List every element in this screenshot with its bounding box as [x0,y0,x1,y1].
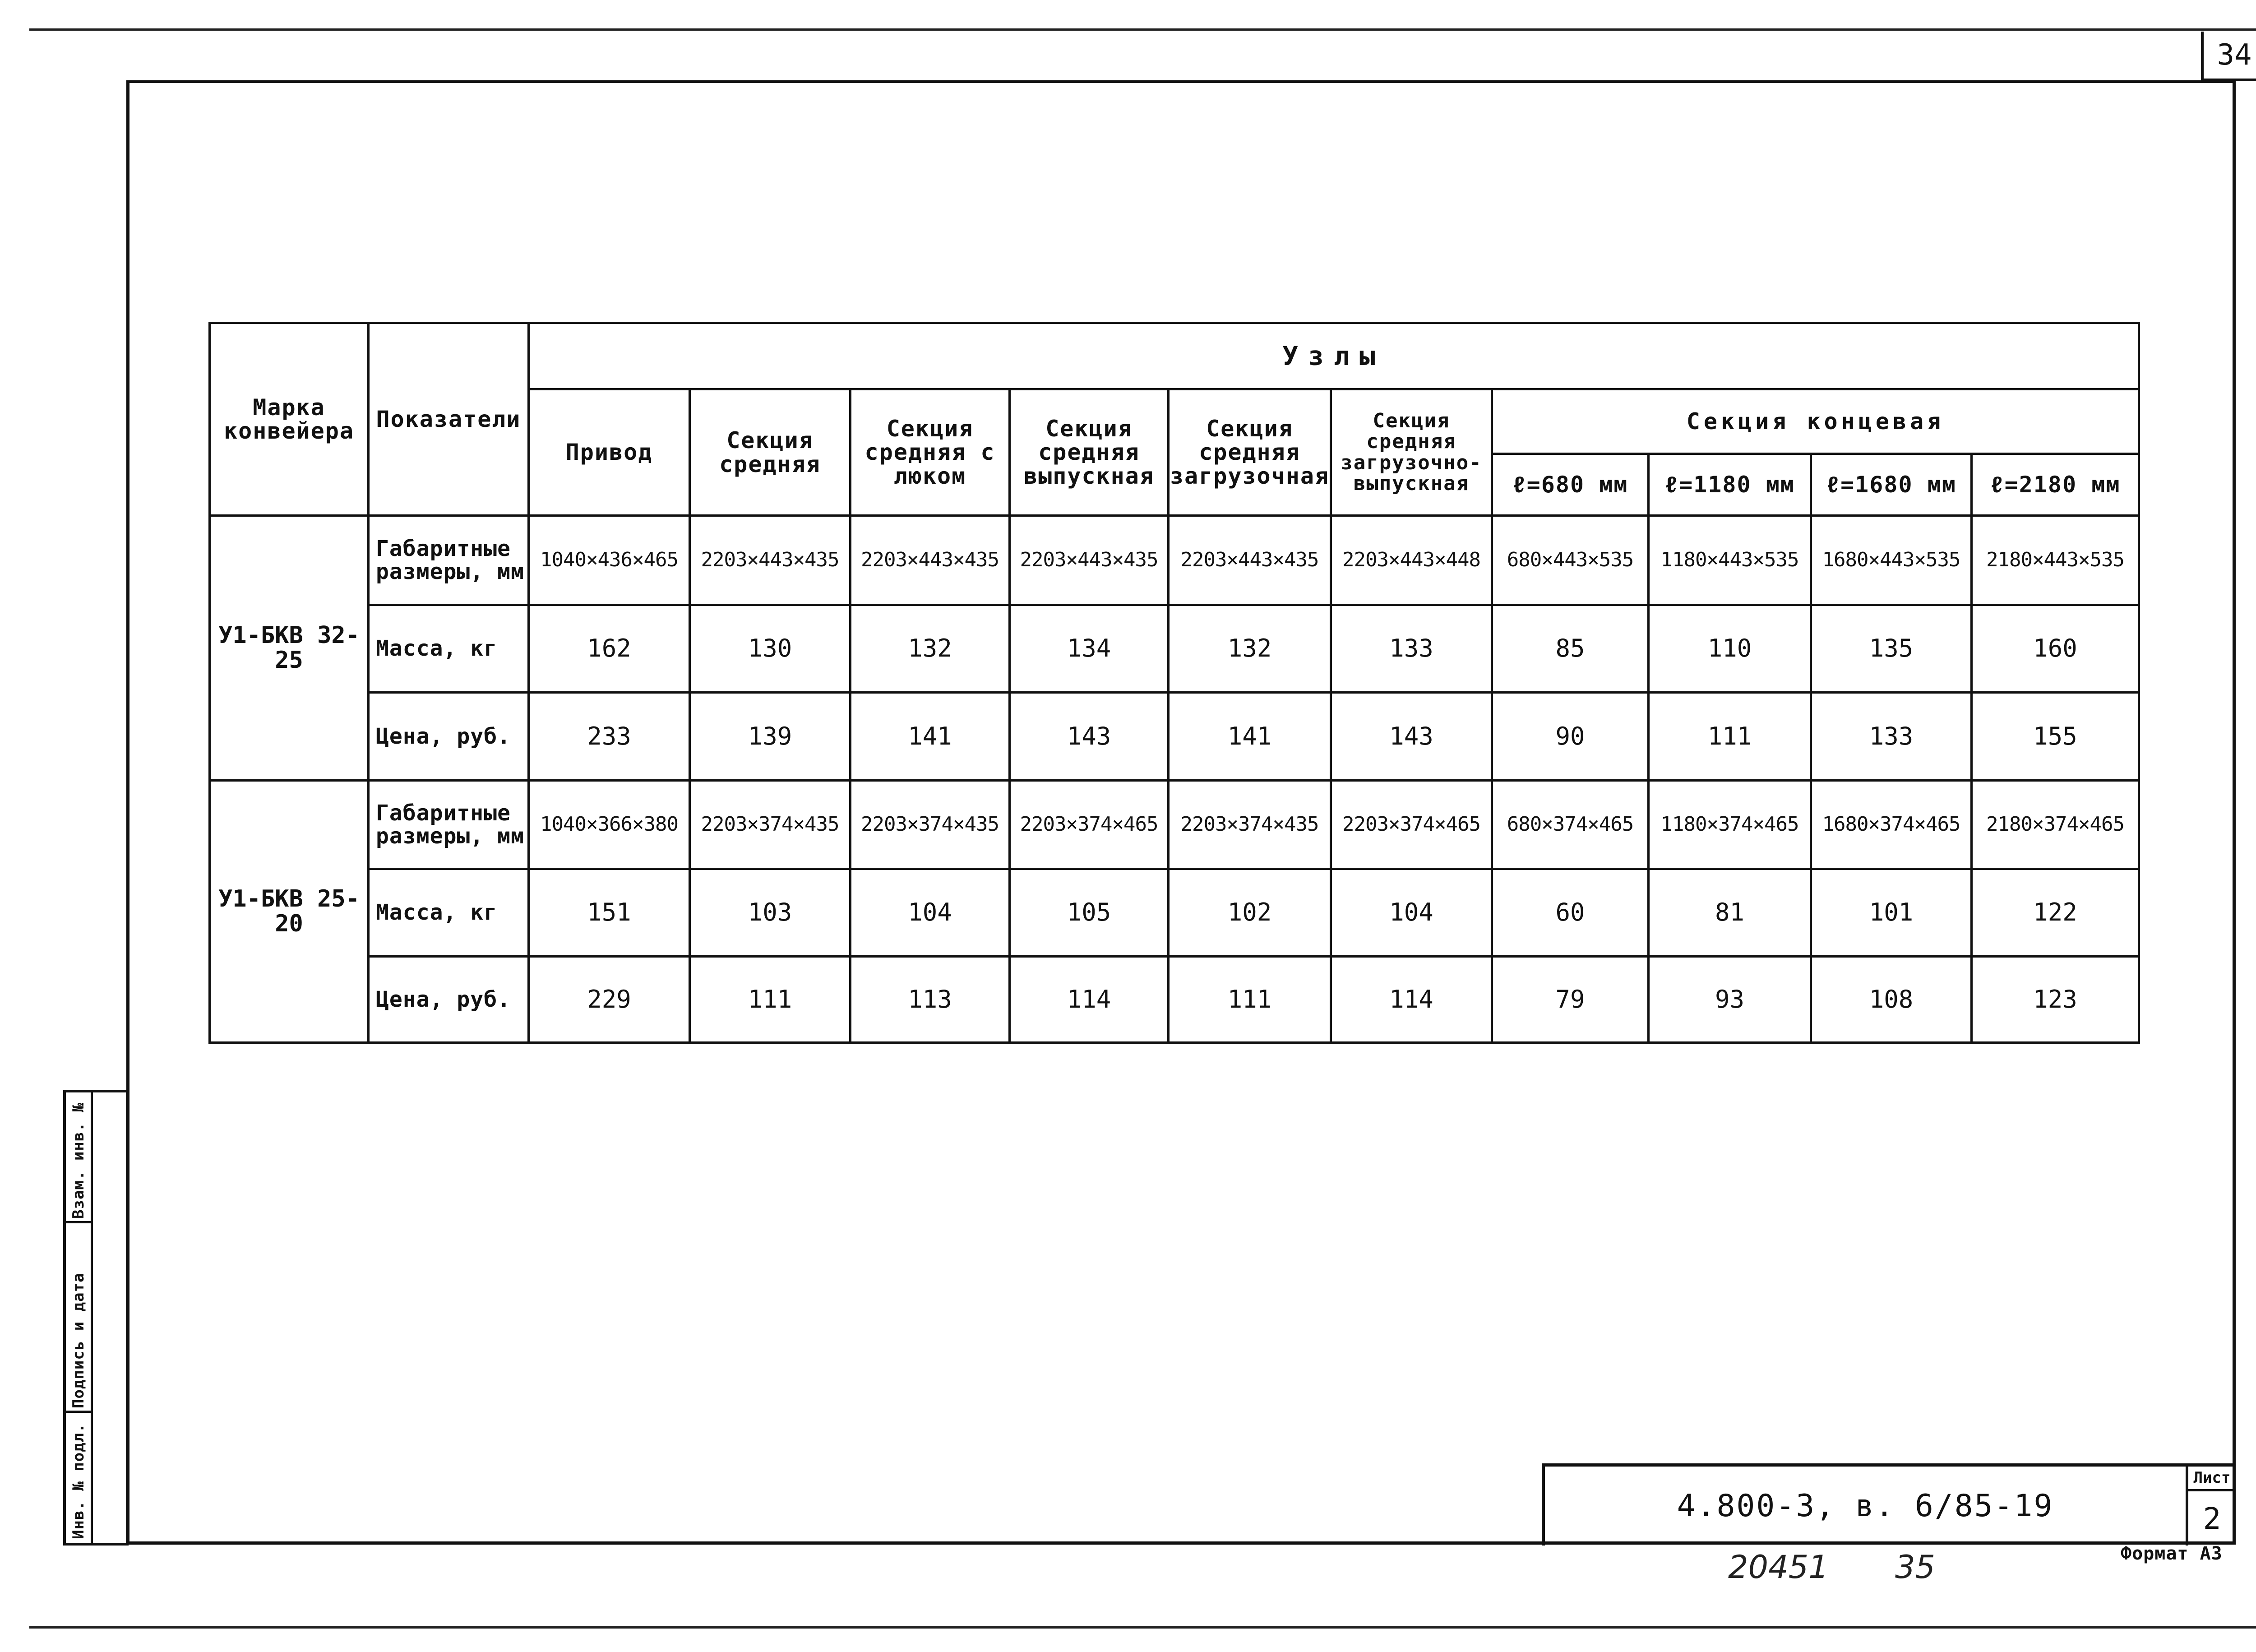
trim-line-bottom [29,1626,2256,1629]
sign-date-label: Подпись и дата [69,1273,88,1408]
cell: 85 [1492,605,1649,693]
cell: 134 [1010,605,1169,693]
sheet-label: Лист [2188,1467,2236,1491]
cell: 2203×374×435 [690,781,851,869]
header-end-680: ℓ=680 мм [1492,454,1649,516]
cell: 103 [690,869,851,957]
cell: 90 [1492,693,1649,781]
row-label: Габаритные размеры, мм [369,781,529,869]
cell: 2180×374×465 [1972,781,2139,869]
cell: 81 [1649,869,1811,957]
cell: 111 [1169,957,1331,1043]
cell: 162 [529,605,690,693]
cell: 1680×374×465 [1811,781,1972,869]
table-row [210,605,2139,693]
row-label: Масса, кг [369,869,529,957]
row-label: Габаритные размеры, мм [369,516,529,605]
table-row [210,693,2139,781]
cell: 233 [529,693,690,781]
cell: 680×374×465 [1492,781,1649,869]
cell: 110 [1649,605,1811,693]
inv-orig-label: Инв. № подл. [69,1423,88,1539]
page-number: 34 [2201,32,2256,81]
sheet-box [2186,1467,2236,1546]
cell: 2203×374×435 [1169,781,1331,869]
cell: 1680×443×535 [1811,516,1972,605]
header-end-section: Секция концевая [1492,389,2139,454]
cell: 135 [1811,605,1972,693]
cell: 93 [1649,957,1811,1043]
header-indicators: Показатели [369,323,529,516]
cell: 160 [1972,605,2139,693]
row-label: Цена, руб. [369,957,529,1043]
cell: 130 [690,605,851,693]
trim-line-top [29,28,2256,31]
cell: 1180×443×535 [1649,516,1811,605]
cell: 111 [1649,693,1811,781]
format-label: Формат А3 [2121,1543,2223,1564]
cell: 114 [1331,957,1492,1043]
cell: 2203×443×435 [690,516,851,605]
handwritten-number: 20451 [1728,1549,1829,1586]
nodes-table [208,322,2140,1044]
header-nodes: Узлы [529,323,2139,389]
cell: 141 [1169,693,1331,781]
cell: 113 [851,957,1010,1043]
header-col-outlet: Секция средняя выпускная [1010,389,1169,516]
cell: 108 [1811,957,1972,1043]
cell: 102 [1169,869,1331,957]
table-row [210,869,2139,957]
cell: 101 [1811,869,1972,957]
cell: 122 [1972,869,2139,957]
cell: 141 [851,693,1010,781]
cell: 132 [851,605,1010,693]
cell: 139 [690,693,851,781]
cell: 2180×443×535 [1972,516,2139,605]
cell: 2203×443×435 [1169,516,1331,605]
cell: 2203×374×465 [1010,781,1169,869]
cell: 133 [1331,605,1492,693]
cell: 2203×443×448 [1331,516,1492,605]
cell: 104 [1331,869,1492,957]
cell: 123 [1972,957,2139,1043]
sheet-number: 2 [2203,1501,2221,1536]
header-end-2180: ℓ=2180 мм [1972,454,2139,516]
margin-stamp [63,1090,129,1546]
table-row [210,957,2139,1043]
handwritten-number: 35 [1895,1549,1936,1586]
mark-cell: У1-БКВ 25-20 [210,781,369,1043]
document-code: 4.800-3, в. 6/85-19 [1677,1488,2054,1524]
cell: 2203×374×465 [1331,781,1492,869]
header-col-hatch: Секция средняя с люком [851,389,1010,516]
cell: 680×443×535 [1492,516,1649,605]
cell: 2203×443×435 [1010,516,1169,605]
header-col-loading-outlet: Секция средняя загрузочно-выпускная [1331,389,1492,516]
cell: 143 [1010,693,1169,781]
cell: 143 [1331,693,1492,781]
cell: 79 [1492,957,1649,1043]
cell: 229 [529,957,690,1043]
cell: 2203×374×435 [851,781,1010,869]
cell: 104 [851,869,1010,957]
replace-inv-label: Взам. инв. № [69,1102,88,1219]
mark-cell: У1-БКВ 32-25 [210,516,369,781]
cell: 111 [690,957,851,1043]
cell: 155 [1972,693,2139,781]
cell: 1040×366×380 [529,781,690,869]
row-label: Масса, кг [369,605,529,693]
cell: 2203×443×435 [851,516,1010,605]
cell: 151 [529,869,690,957]
cell: 1040×436×465 [529,516,690,605]
header-col-loading: Секция средняя загрузочная [1169,389,1331,516]
cell: 1180×374×465 [1649,781,1811,869]
cell: 133 [1811,693,1972,781]
header-col-middle: Секция средняя [690,389,851,516]
row-label: Цена, руб. [369,693,529,781]
cell: 132 [1169,605,1331,693]
cell: 105 [1010,869,1169,957]
cell: 60 [1492,869,1649,957]
header-col-drive: Привод [529,389,690,516]
cell: 114 [1010,957,1169,1043]
header-end-1680: ℓ=1680 мм [1811,454,1972,516]
header-end-1180: ℓ=1180 мм [1649,454,1811,516]
title-block [1542,1463,2236,1546]
table-row [210,781,2139,869]
header-mark: Марка конвейера [210,323,369,516]
table-row [210,516,2139,605]
